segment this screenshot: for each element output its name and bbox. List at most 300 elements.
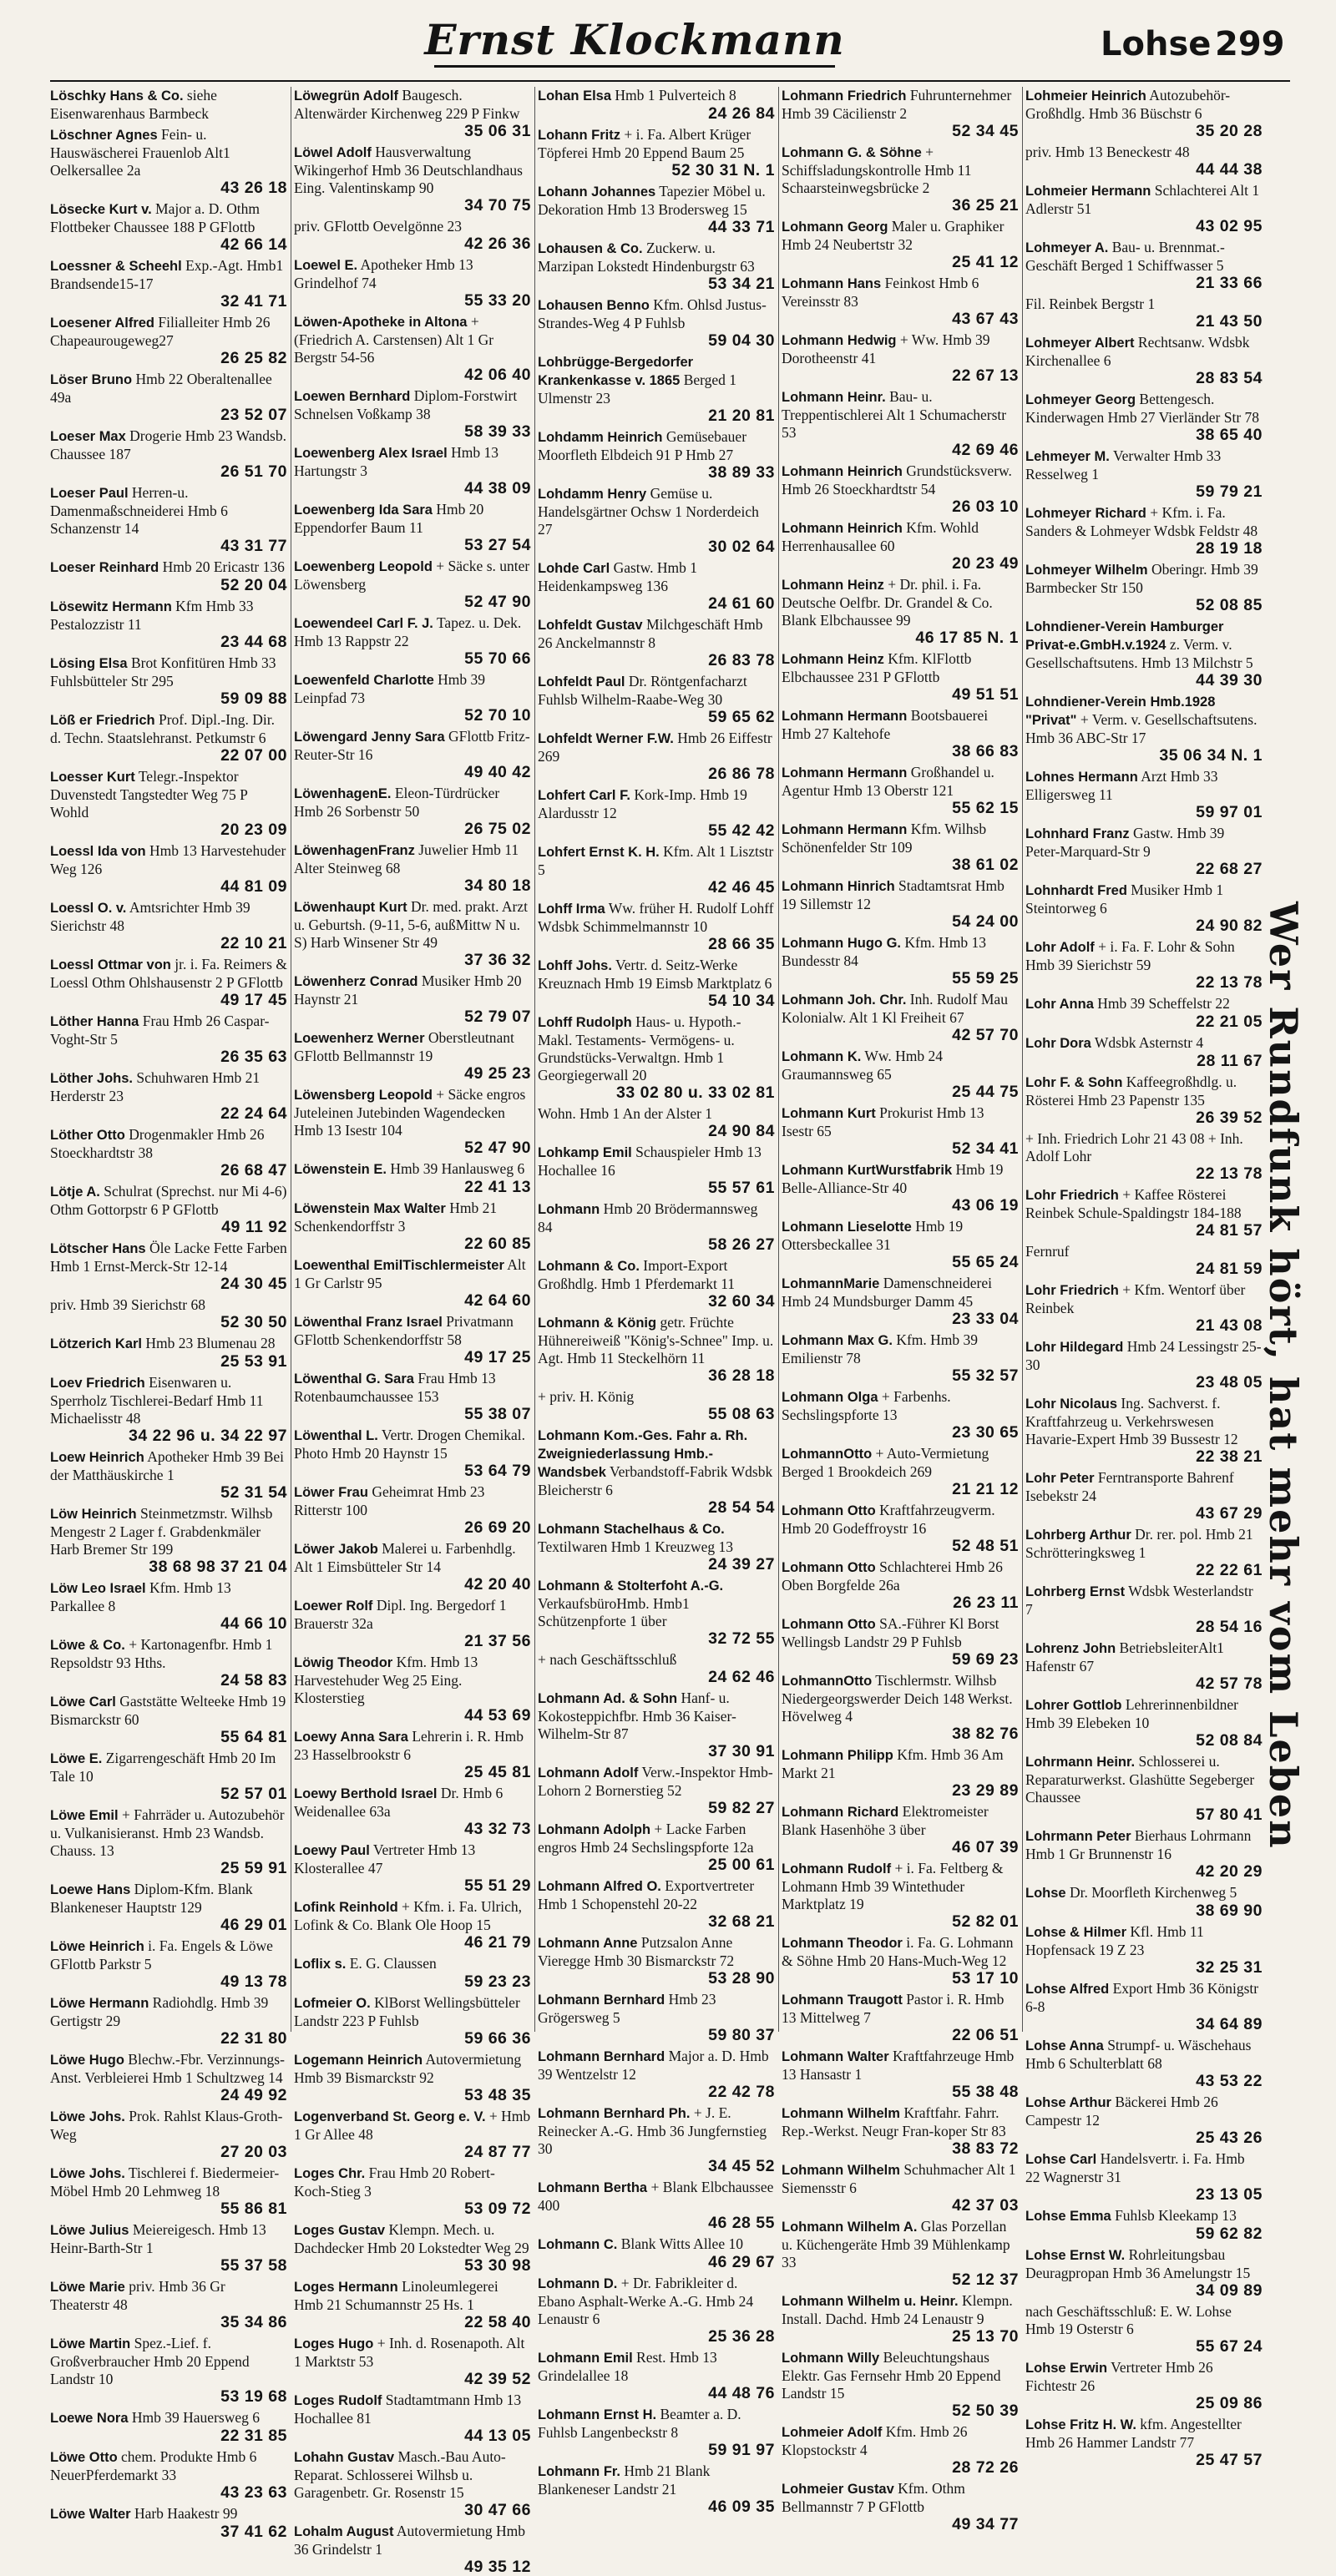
entry-name: Lohse Emma [1025, 2209, 1111, 2224]
entry-phone-number: 59 79 21 [1196, 482, 1263, 501]
entry-phone-number: 52 20 04 [220, 576, 287, 594]
directory-entry [538, 900, 775, 953]
entry-name: Lohmann Wilhelm u. Heinr. [782, 2294, 959, 2309]
entry-details: Dipl. Ing. Bergedorf 1 Brauerstr 32a [294, 1597, 507, 1632]
entry-details: Musiker Hmb 20 Haynstr 21 [294, 972, 522, 1008]
entry-details: Kfm. Hmb 13 Harvestehuder Weg 25 Eing. Klosterstieg [294, 1654, 478, 1706]
directory-entry [1025, 2303, 1263, 2356]
directory-entry [782, 934, 1019, 987]
entry-name: Lohr Peter [1025, 1471, 1095, 1486]
entry-phone-number: 55 59 25 [952, 969, 1019, 987]
entry-phone-number: 49 17 25 [464, 1348, 531, 1366]
directory-entry [782, 87, 1019, 140]
entry-name: Lohmann Wilhelm [782, 2163, 900, 2178]
entry-name: Lohse Alfred [1025, 1982, 1110, 1997]
directory-entry [1025, 693, 1263, 765]
directory-entry [294, 1086, 531, 1157]
entry-name: Löß er Friedrich [50, 713, 155, 728]
directory-entry [1025, 1469, 1263, 1523]
directory-entry [294, 313, 531, 384]
entry-details: Kfm Hmb 33 Pestalozzistr 11 [50, 598, 254, 633]
entry-name: Lötje A. [50, 1184, 100, 1200]
entry-name: Lohmeier Gustav [782, 2482, 894, 2497]
entry-phone-number: 38 66 83 [952, 742, 1019, 760]
entry-details: z. Verm. v. Gesellschaftsutens. Hmb 13 Milchstr 5 [1025, 636, 1253, 671]
entry-phone-number: 42 39 52 [464, 2370, 531, 2388]
entry-phone-number: 36 25 21 [952, 196, 1019, 215]
entry-phone-number: 34 09 89 [1196, 2281, 1263, 2300]
entry-phone-number: 25 59 91 [220, 1859, 287, 1877]
entry-details: Alt 1 Gr Carlstr 95 [294, 1256, 526, 1291]
directory-entry [782, 2218, 1019, 2289]
entry-phone-number: 59 65 62 [708, 708, 775, 726]
entry-name: Loeser Paul [50, 486, 129, 501]
entry-details: Gemüsebauer Moorfleth Elbdeich 91 P Hmb 27 [538, 428, 747, 463]
directory-entry [782, 519, 1019, 573]
entry-details: Hmb 23 Blumenau 28 [145, 1335, 276, 1351]
entry-name: Lohmann Otto [782, 1560, 876, 1575]
directory-entry [294, 1256, 531, 1310]
entry-details: Kfm. Hmb 36 Am Markt 21 [782, 1746, 1004, 1781]
entry-details: Ww. früher H. Rudolf Lohff Wdsbk Schimmelmannstr 10 [538, 900, 774, 935]
directory-entry [50, 1126, 287, 1179]
entry-details: + Säcke engros Juteleinen Jutebinden Wagendecken Hmb 13 Isestr 104 [294, 1086, 526, 1139]
entry-phone-number: 26 86 78 [708, 765, 775, 783]
entry-name: Loewer Rolf [294, 1599, 373, 1614]
entry-details: Tapezier Möbel u. Dekoration Hmb 13 Brodersweg 15 [538, 183, 766, 218]
entry-details: Schlachterei Alt 1 Adlerstr 51 [1025, 182, 1260, 217]
directory-entry [294, 728, 531, 781]
entry-name: Lohde Carl [538, 561, 610, 576]
directory-entry [538, 2406, 775, 2459]
entry-details: Klempn. Install. Dachd. Hmb 24 Lenaustr 9 [782, 2292, 1013, 2327]
entry-details: Vertreter Hmb 13 Klosterallee 47 [294, 1841, 476, 1876]
entry-phone-number: 23 44 68 [220, 633, 287, 651]
entry-details: Eleon-Türdrücker Hmb 26 Sorbenstr 50 [294, 785, 500, 820]
entry-details: + J. E. Reinecker A.-G. Hmb 36 Jungfernstieg 30 [538, 2104, 767, 2157]
directory-entry [50, 1296, 287, 1331]
directory-entry [50, 1881, 287, 1934]
entry-name: Löwengard Jenny Sara [294, 730, 445, 745]
column-divider [778, 87, 779, 2032]
column-5 [1025, 87, 1263, 2469]
entry-details: Baugesch. Altenwärder Kirchenweg 229 P Finkw [294, 87, 520, 122]
entry-phone-number: 34 64 89 [1196, 2015, 1263, 2033]
entry-name: Löwensberg Leopold [294, 1088, 433, 1103]
directory-entry [1025, 2359, 1263, 2412]
entry-name: Löwenstein Max Walter [294, 1201, 446, 1216]
directory-entry [538, 428, 775, 482]
entry-details: Exportvertreter Hmb 1 Schopenstehl 20-22 [538, 1877, 755, 1912]
directory-entry [782, 275, 1019, 328]
entry-phone-number: 38 65 40 [1196, 426, 1263, 444]
entry-details: Vertr. Drogen Chemikal. Photo Hmb 20 Haynstr 15 [294, 1427, 525, 1462]
entry-details: siehe Eisenwarenhaus Barmbeck [50, 87, 217, 122]
directory-entry [50, 2221, 287, 2275]
directory-entry [294, 2448, 531, 2519]
entry-phone-number: 55 67 24 [1196, 2337, 1263, 2356]
column-1 [50, 87, 287, 2541]
entry-phone-number: 53 27 54 [464, 536, 531, 554]
directory-entry [1025, 144, 1263, 179]
entry-name: Lohfert Ernst K. H. [538, 845, 660, 860]
directory-entry [538, 1105, 775, 1140]
entry-details: Vertr. d. Seitz-Werke Kreuznach Hmb 19 Eimsb Marktplatz 6 [538, 957, 772, 992]
entry-phone-number: 43 67 43 [952, 310, 1019, 328]
entry-name: Loessl Ottmar von [50, 957, 171, 972]
entry-details: + (Friedrich A. Carstensen) Alt 1 Gr Bergstr 54-56 [294, 313, 494, 366]
entry-details: Fein- u. Hauswäscherei Frauenlob Alt1 Oelkersallee 2a [50, 126, 230, 179]
entry-name: Lohndiener-Verein Hmb.1928 "Privat" [1025, 695, 1216, 728]
column-2 [294, 87, 531, 2576]
entry-name: Lohmann Heinrich [782, 521, 903, 536]
entry-details: Zuckerw. u. Marzipan Lokstedt Hindenburgstr 63 [538, 240, 755, 275]
entry-phone-number: 52 57 01 [220, 1785, 287, 1803]
entry-name: Lohse Arthur [1025, 2095, 1111, 2110]
entry-details: Kfm. Ohlsd Justus-Strandes-Weg 4 P Fuhlsb [538, 296, 767, 331]
entry-name: Loewy Paul [294, 1843, 370, 1858]
entry-phone-number: 38 82 76 [952, 1725, 1019, 1743]
entry-phone-number: 38 61 02 [952, 856, 1019, 874]
entry-phone-number: 23 33 04 [952, 1310, 1019, 1328]
entry-name: Lohr Dora [1025, 1036, 1091, 1051]
entry-name: Löwe Heinrich [50, 1939, 144, 1954]
entry-details: + priv. H. König [538, 1388, 635, 1405]
entry-name: Lohr Friedrich [1025, 1188, 1119, 1203]
directory-entry [782, 1860, 1019, 1931]
entry-details: Hmb 26 Eiffestr 269 [538, 730, 772, 765]
entry-name: Loflix s. [294, 1957, 347, 1972]
entry-phone-number: 22 13 78 [1196, 973, 1263, 992]
entry-name: Löwe Hugo [50, 2053, 124, 2068]
column-4 [782, 87, 1019, 2533]
entry-phone-number: 24 58 83 [220, 1671, 287, 1690]
entry-name: Lohmeyer Richard [1025, 506, 1146, 521]
entry-details: Wdsbk Asternstr 4 [1094, 1034, 1204, 1051]
directory-entry [1025, 1395, 1263, 1466]
entry-details: Verwalter Hmb 33 Resselweg 1 [1025, 447, 1222, 482]
entry-details: Major a. D. Hmb 39 Wentzelstr 12 [538, 2048, 769, 2083]
entry-phone-number: 22 42 78 [708, 2083, 775, 2101]
entry-name: Loeser Reinhard [50, 560, 159, 575]
entry-name: Loewenberg Alex Israel [294, 446, 448, 461]
entry-details: Hmb 22 Oberaltenallee 49a [50, 371, 272, 406]
entry-phone-number: 33 02 80 u. 33 02 81 [616, 1083, 775, 1102]
entry-details: Vertreter Hmb 26 Fichtestr 26 [1025, 2359, 1213, 2394]
entry-name: Loges Rudolf [294, 2393, 382, 2408]
entry-details: + i. Fa. Albert Krüger Töpferei Hmb 20 Eppend Baum 25 [538, 126, 752, 161]
directory-entry [50, 1693, 287, 1746]
directory-entry [294, 1483, 531, 1537]
entry-phone-number: 44 13 05 [464, 2427, 531, 2445]
entry-details: + Auto-Vermietung Berged 1 Brookdeich 269 [782, 1445, 989, 1480]
entry-details: Wdsbk Westerlandstr 7 [1025, 1583, 1253, 1618]
directory-entry [294, 1160, 531, 1196]
entry-details: Pastor i. R. Hmb 13 Mittelweg 7 [782, 1991, 1005, 2026]
entry-details: Apotheker Hmb 39 Bei der Matthäuskirche 1 [50, 1448, 284, 1483]
column-3 [538, 87, 775, 2516]
entry-name: Lohrer Gottlob [1025, 1698, 1122, 1713]
entry-details: Diplom-Forstwirt Schnelsen Voßkamp 38 [294, 387, 518, 422]
entry-name: Lötscher Hans [50, 1241, 146, 1256]
entry-details: Hmb 19 Ottersbeckallee 31 [782, 1218, 964, 1253]
entry-details: Drogenmakler Hmb 26 Stoeckhardtstr 38 [50, 1126, 265, 1161]
entry-name: Logenverband St. Georg e. V. [294, 2109, 486, 2124]
entry-details: Major a. D. Othm Flottbeker Chaussee 188 P GFlottb [50, 200, 260, 235]
directory-entry [50, 2335, 287, 2406]
directory-entry [538, 1388, 775, 1423]
entry-name: Lohnhard Franz [1025, 826, 1130, 841]
entry-name: Löwenhaupt Kurt [294, 900, 407, 915]
directory-entry [294, 1029, 531, 1083]
directory-entry [294, 1955, 531, 1991]
entry-phone-number: 43 06 19 [952, 1196, 1019, 1215]
directory-entry [1025, 881, 1263, 935]
entry-details: E. G. Claussen [349, 1955, 437, 1972]
entry-details: Hmb 23 Grögersweg 5 [538, 1991, 716, 2026]
directory-entry [50, 257, 287, 311]
directory-entry [782, 821, 1019, 874]
entry-details: + Ww. Hmb 39 Dorotheenstr 41 [782, 331, 990, 366]
entry-phone-number: 55 62 15 [952, 799, 1019, 817]
directory-entry [782, 2161, 1019, 2215]
entry-name: Loewy Berthold Israel [294, 1786, 438, 1801]
directory-entry [50, 2448, 287, 2502]
entry-name: Lohalm August [294, 2524, 394, 2539]
page-header [0, 0, 1336, 83]
entry-phone-number: 37 36 32 [464, 951, 531, 969]
entry-name: Lofmeier O. [294, 1996, 371, 2011]
directory-entry [294, 841, 531, 895]
entry-details: Eisenwaren u. Sperrholz Tischlerei-Bedarf Hmb 11 Michaelisstr 48 [50, 1374, 264, 1427]
entry-name: Löschky Hans & Co. [50, 88, 184, 104]
directory-entry [50, 87, 287, 123]
directory-entry [782, 1746, 1019, 1800]
entry-phone-number: 22 06 51 [952, 2026, 1019, 2044]
entry-phone-number: 25 53 91 [220, 1352, 287, 1371]
directory-entry [782, 1048, 1019, 1101]
entry-phone-number: 25 00 61 [708, 1856, 775, 1874]
entry-phone-number: 53 28 90 [708, 1969, 775, 1988]
entry-details: Gaststätte Welteeke Hmb 19 Bismarckstr 60 [50, 1693, 286, 1728]
entry-name: Loewe Hans [50, 1882, 131, 1897]
entry-details: Bootsbauerei Hmb 27 Kaltehofe [782, 707, 989, 742]
directory-entry [1025, 504, 1263, 558]
directory-entry [1025, 1753, 1263, 1824]
entry-phone-number: 46 07 39 [952, 1838, 1019, 1856]
directory-entry [1025, 2246, 1263, 2300]
directory-entry [294, 218, 531, 253]
directory-entry [782, 388, 1019, 459]
entry-phone-number: 26 51 70 [220, 462, 287, 481]
entry-phone-number: 22 38 21 [1196, 1447, 1263, 1466]
entry-details: Verbandstoff-Fabrik Wdsbk Bleicherstr 6 [538, 1463, 773, 1498]
entry-phone-number: 26 83 78 [708, 651, 775, 669]
entry-details: Tischlermstr. Wilhsb Niedergeorgswerder Deich 148 Werkst. Hövelweg 4 [782, 1672, 1013, 1725]
entry-details: Fernruf [1025, 1243, 1070, 1260]
directory-entry [782, 1558, 1019, 1612]
entry-name: Loew Heinrich [50, 1450, 144, 1465]
entry-phone-number: 38 69 90 [1196, 1902, 1263, 1920]
entry-name: Lohmann & König [538, 1316, 657, 1331]
directory-entry [538, 1877, 775, 1931]
directory-entry [1025, 2094, 1263, 2147]
directory-entry [294, 1313, 531, 1366]
directory-entry [294, 614, 531, 668]
logo-underline [434, 65, 835, 68]
directory-entry [538, 1764, 775, 1817]
directory-entry [538, 957, 775, 1010]
entry-name: Löwe Johs. [50, 2166, 125, 2181]
entry-details: Hmb 21 Schenkendorffstr 3 [294, 1200, 498, 1235]
directory-entry [1025, 334, 1263, 387]
entry-details: Amtsrichter Hmb 39 Sierichstr 48 [50, 899, 250, 934]
directory-entry [50, 1505, 287, 1576]
entry-name: Löwe Otto [50, 2450, 118, 2465]
directory-entry [1025, 87, 1263, 140]
directory-entry [538, 559, 775, 613]
entry-details: Export Hmb 36 Königstr 6-8 [1025, 1980, 1259, 2015]
entry-name: Lohmann G. & Söhne [782, 145, 922, 160]
entry-name: Lohausen Benno [538, 298, 650, 313]
entry-details: Hmb 21 Blank Blankeneser Landstr 21 [538, 2462, 711, 2498]
directory-entry [294, 2523, 531, 2576]
entry-phone-number: 25 47 57 [1196, 2451, 1263, 2469]
entry-name: Loges Chr. [294, 2166, 366, 2181]
entry-phone-number: 32 72 55 [708, 1629, 775, 1648]
entry-phone-number: 54 24 00 [952, 912, 1019, 931]
running-head-name: Lohse [1101, 25, 1212, 63]
entry-name: Löschner Agnes [50, 128, 158, 143]
entry-phone-number: 42 64 60 [464, 1291, 531, 1310]
directory-entry [1025, 2416, 1263, 2469]
directory-entry [50, 1636, 287, 1690]
directory-entry [782, 2423, 1019, 2477]
entry-phone-number: 46 09 35 [708, 2498, 775, 2516]
entry-details: Beleuchtungshaus Elektr. Gas Fernsehr Hmb 20 Eppend Landstr 15 [782, 2349, 1001, 2402]
entry-phone-number: 53 17 10 [952, 1969, 1019, 1988]
entry-details: Tapez. u. Dek. Hmb 13 Rappstr 22 [294, 614, 522, 649]
directory-entry [294, 972, 531, 1026]
entry-details: KlBorst Wellingsbütteler Landstr 223 P Fuhlsb [294, 1994, 520, 2029]
entry-phone-number: 22 07 00 [220, 746, 287, 765]
entry-details: Exp.-Agt. Hmb1 Brandsende15-17 [50, 257, 284, 292]
directory-entry [294, 2392, 531, 2445]
entry-name: Löwer Jakob [294, 1542, 378, 1557]
entry-details: Textilwaren Hmb 1 Kreuzweg 13 [538, 1538, 733, 1555]
entry-name: Löwer Frau [294, 1485, 368, 1500]
entry-details: Schuhwaren Hmb 21 Herderstr 23 [50, 1069, 261, 1104]
entry-details: Inh. Rudolf Mau Kolonialw. Alt 1 Kl Freiheit 67 [782, 991, 1008, 1026]
entry-details: i. Fa. Engels & Löwe GFlottb Parkstr 5 [50, 1937, 273, 1972]
entry-details: Bau- u. Treppentischlerei Alt 1 Schumacherstr 53 [782, 388, 1007, 441]
entry-phone-number: 55 38 48 [952, 2083, 1019, 2101]
directory-entry [294, 1654, 531, 1725]
entry-phone-number: 54 10 34 [708, 992, 775, 1010]
entry-details: + Kfm. i. Fa. Sanders & Lohmeyer Wdsbk Feldstr 48 [1025, 504, 1258, 539]
entry-phone-number: 22 31 80 [220, 2029, 287, 2048]
publisher-logo: Ernst Klockmann [424, 15, 845, 64]
entry-phone-number: 52 48 51 [952, 1537, 1019, 1555]
entry-name: Löw Leo Israel [50, 1581, 146, 1596]
entry-details: chem. Produkte Hmb 6 NeuerPferdemarkt 33 [50, 2448, 257, 2483]
entry-details: i. Fa. G. Lohmann & Söhne Hmb 20 Hans-Much-Weg 12 [782, 1934, 1014, 1969]
entry-details: Fuhlsb Kleekamp 13 [1115, 2207, 1237, 2224]
entry-name: Lohr Adolf [1025, 940, 1095, 955]
entry-phone-number: 23 52 07 [220, 406, 287, 424]
entry-phone-number: 25 36 28 [708, 2327, 775, 2346]
entry-name: Lohmann Philipp [782, 1748, 893, 1763]
directory-entry [1025, 1338, 1263, 1392]
entry-name: Loewenberg Leopold [294, 559, 433, 574]
entry-details: Prok. Rahlst Klaus-Groth-Weg [50, 2108, 283, 2143]
entry-name: Lohfert Carl F. [538, 788, 630, 803]
entry-phone-number: 49 17 45 [220, 991, 287, 1009]
entry-phone-number: 52 34 41 [952, 1139, 1019, 1158]
entry-phone-number: 24 81 59 [1196, 1260, 1263, 1278]
entry-name: LohmannMarie [782, 1276, 880, 1291]
entry-details: Masch.-Bau Auto-Reparat. Schlosserei Wilhsb u. Garagenbetr. Gr. Rosenstr 15 [294, 2448, 506, 2501]
entry-phone-number: 26 03 10 [952, 498, 1019, 516]
entry-phone-number: 53 09 72 [464, 2200, 531, 2218]
entry-phone-number: 26 23 11 [953, 1594, 1019, 1612]
entry-phone-number: 21 33 66 [1196, 274, 1263, 292]
entry-phone-number: 25 44 75 [952, 1083, 1019, 1101]
entry-name: Lohr Friedrich [1025, 1283, 1119, 1298]
directory-entry [538, 2179, 775, 2232]
entry-details: Feinkost Hmb 6 Vereinsstr 83 [782, 275, 979, 310]
entry-name: Loewe Nora [50, 2411, 129, 2426]
entry-name: LöwenhagenE. [294, 786, 392, 801]
entry-name: Lohmann Stachelhaus & Co. [538, 1522, 725, 1537]
entry-name: Lohmann Emil [538, 2351, 633, 2366]
entry-phone-number: 52 50 39 [952, 2402, 1019, 2420]
entry-phone-number: 57 80 41 [1196, 1806, 1263, 1824]
entry-name: Loewenthal EmilTischlermeister [294, 1258, 504, 1273]
directory-entry [538, 616, 775, 669]
directory-entry [1025, 825, 1263, 878]
directory-entry [1025, 2037, 1263, 2090]
entry-details: Meiereigesch. Hmb 13 Heinr-Barth-Str 1 [50, 2221, 266, 2256]
entry-phone-number: 52 08 84 [1196, 1731, 1263, 1750]
directory-entry [538, 2235, 775, 2271]
directory-entry [294, 1200, 531, 1253]
entry-phone-number: 52 47 90 [464, 593, 531, 611]
entry-name: Lohmann Hedwig [782, 333, 897, 348]
directory-entry [50, 598, 287, 651]
entry-name: Löwenthal Franz Israel [294, 1315, 443, 1330]
entry-phone-number: 44 66 10 [220, 1614, 287, 1633]
directory-entry [50, 1750, 287, 1803]
entry-name: Lohr Anna [1025, 997, 1094, 1012]
entry-phone-number: 34 80 18 [464, 876, 531, 895]
entry-name: Lohr F. & Sohn [1025, 1075, 1123, 1090]
directory-entry [1025, 182, 1263, 235]
entry-details: Maler u. Graphiker Hmb 24 Neubertstr 32 [782, 218, 1005, 253]
entry-phone-number: 24 90 84 [708, 1122, 775, 1140]
entry-name: Loewenberg Ida Sara [294, 503, 433, 518]
directory-entry [538, 1200, 775, 1254]
entry-details: Dr. med. prakt. Arzt u. Geburtsh. (9-11, 5-6, außMittw N u. S) Harb Winsener Str 49 [294, 898, 528, 951]
entry-phone-number: 42 20 29 [1196, 1862, 1263, 1881]
entry-details: Klempn. Mech. u. Dachdecker Hmb 20 Lokstedter Weg 29 [294, 2221, 529, 2256]
entry-phone-number: 22 31 85 [220, 2427, 287, 2445]
entry-phone-number: 53 19 68 [220, 2387, 287, 2406]
directory-entry [538, 843, 775, 897]
entry-phone-number: 22 41 13 [464, 1178, 531, 1196]
entry-details: Import-Export Großhdlg. Hmb 1 Pferdemarkt 11 [538, 1257, 736, 1292]
entry-name: Lohmann Heinrich [782, 464, 903, 479]
